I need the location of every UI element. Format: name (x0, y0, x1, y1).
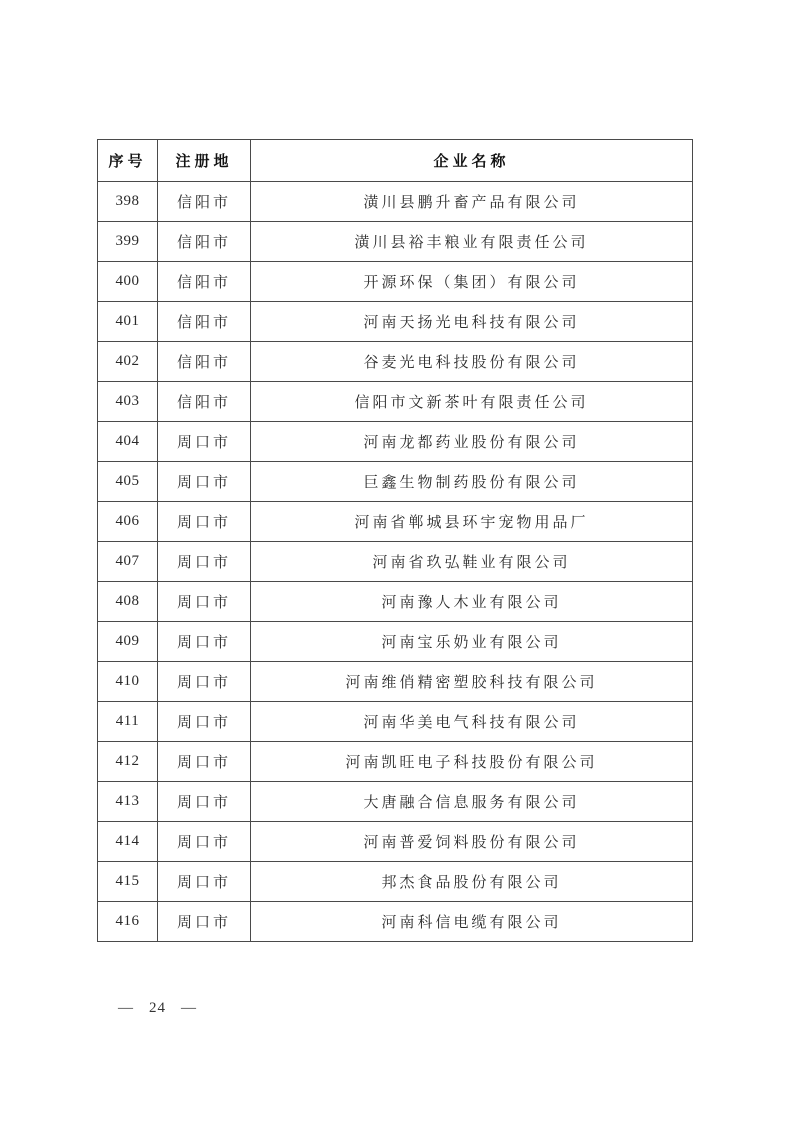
cell-registration-location: 周口市 (158, 542, 251, 582)
cell-company-name: 巨鑫生物制药股份有限公司 (251, 462, 693, 502)
cell-serial-number: 407 (98, 542, 158, 582)
cell-serial-number: 398 (98, 182, 158, 222)
cell-serial-number: 402 (98, 342, 158, 382)
page-number: 24 (149, 1000, 166, 1016)
cell-company-name: 河南宝乐奶业有限公司 (251, 622, 693, 662)
table-row (98, 702, 693, 742)
table-header (98, 140, 693, 182)
cell-company-name: 河南省郸城县环宇宠物用品厂 (251, 502, 693, 542)
cell-company-name: 河南天扬光电科技有限公司 (251, 302, 693, 342)
cell-company-name: 河南龙都药业股份有限公司 (251, 422, 693, 462)
table-row (98, 182, 693, 222)
header-row (98, 140, 693, 182)
table-row (98, 902, 693, 942)
cell-company-name: 谷麦光电科技股份有限公司 (251, 342, 693, 382)
cell-serial-number: 411 (98, 702, 158, 742)
cell-serial-number: 400 (98, 262, 158, 302)
table-row (98, 822, 693, 862)
cell-serial-number: 401 (98, 302, 158, 342)
cell-registration-location: 周口市 (158, 782, 251, 822)
cell-registration-location: 信阳市 (158, 262, 251, 302)
table-row (98, 422, 693, 462)
cell-company-name: 潢川县裕丰粮业有限责任公司 (251, 222, 693, 262)
cell-registration-location: 周口市 (158, 462, 251, 502)
cell-serial-number: 416 (98, 902, 158, 942)
cell-company-name: 邦杰食品股份有限公司 (251, 862, 693, 902)
cell-registration-location: 周口市 (158, 702, 251, 742)
table-row (98, 622, 693, 662)
cell-serial-number: 414 (98, 822, 158, 862)
table-row (98, 582, 693, 622)
cell-registration-location: 周口市 (158, 582, 251, 622)
cell-registration-location: 周口市 (158, 742, 251, 782)
column-header-company: 企业名称 (251, 140, 693, 182)
table-row (98, 462, 693, 502)
footer-dash-right: — (181, 1000, 197, 1016)
cell-registration-location: 周口市 (158, 822, 251, 862)
cell-registration-location: 周口市 (158, 622, 251, 662)
company-table (97, 139, 693, 942)
footer-dash-left: — (118, 1000, 134, 1016)
cell-company-name: 河南科信电缆有限公司 (251, 902, 693, 942)
cell-company-name: 河南普爱饲料股份有限公司 (251, 822, 693, 862)
table-row (98, 302, 693, 342)
cell-company-name: 河南省玖弘鞋业有限公司 (251, 542, 693, 582)
table-row (98, 542, 693, 582)
table-row (98, 742, 693, 782)
cell-registration-location: 信阳市 (158, 342, 251, 382)
cell-company-name: 河南华美电气科技有限公司 (251, 702, 693, 742)
cell-registration-location: 信阳市 (158, 302, 251, 342)
table-row (98, 662, 693, 702)
cell-serial-number: 412 (98, 742, 158, 782)
table-body (98, 182, 693, 942)
cell-company-name: 潢川县鹏升畜产品有限公司 (251, 182, 693, 222)
cell-serial-number: 413 (98, 782, 158, 822)
table-row (98, 262, 693, 302)
cell-registration-location: 周口市 (158, 862, 251, 902)
cell-serial-number: 409 (98, 622, 158, 662)
table-row (98, 862, 693, 902)
cell-company-name: 河南凯旺电子科技股份有限公司 (251, 742, 693, 782)
table-row (98, 382, 693, 422)
column-header-location: 注册地 (158, 140, 251, 182)
cell-serial-number: 408 (98, 582, 158, 622)
table-row (98, 502, 693, 542)
cell-company-name: 信阳市文新茶叶有限责任公司 (251, 382, 693, 422)
cell-serial-number: 406 (98, 502, 158, 542)
cell-serial-number: 404 (98, 422, 158, 462)
cell-registration-location: 周口市 (158, 902, 251, 942)
cell-serial-number: 399 (98, 222, 158, 262)
table-row (98, 342, 693, 382)
cell-registration-location: 周口市 (158, 662, 251, 702)
cell-registration-location: 信阳市 (158, 182, 251, 222)
column-header-serial: 序号 (98, 140, 158, 182)
page-footer (118, 1000, 197, 1017)
cell-serial-number: 410 (98, 662, 158, 702)
table-row (98, 782, 693, 822)
cell-serial-number: 415 (98, 862, 158, 902)
cell-company-name: 开源环保（集团）有限公司 (251, 262, 693, 302)
cell-registration-location: 信阳市 (158, 382, 251, 422)
cell-company-name: 河南豫人木业有限公司 (251, 582, 693, 622)
cell-registration-location: 周口市 (158, 502, 251, 542)
cell-registration-location: 信阳市 (158, 222, 251, 262)
cell-company-name: 河南维俏精密塑胶科技有限公司 (251, 662, 693, 702)
cell-serial-number: 405 (98, 462, 158, 502)
table-row (98, 222, 693, 262)
cell-company-name: 大唐融合信息服务有限公司 (251, 782, 693, 822)
cell-registration-location: 周口市 (158, 422, 251, 462)
cell-serial-number: 403 (98, 382, 158, 422)
